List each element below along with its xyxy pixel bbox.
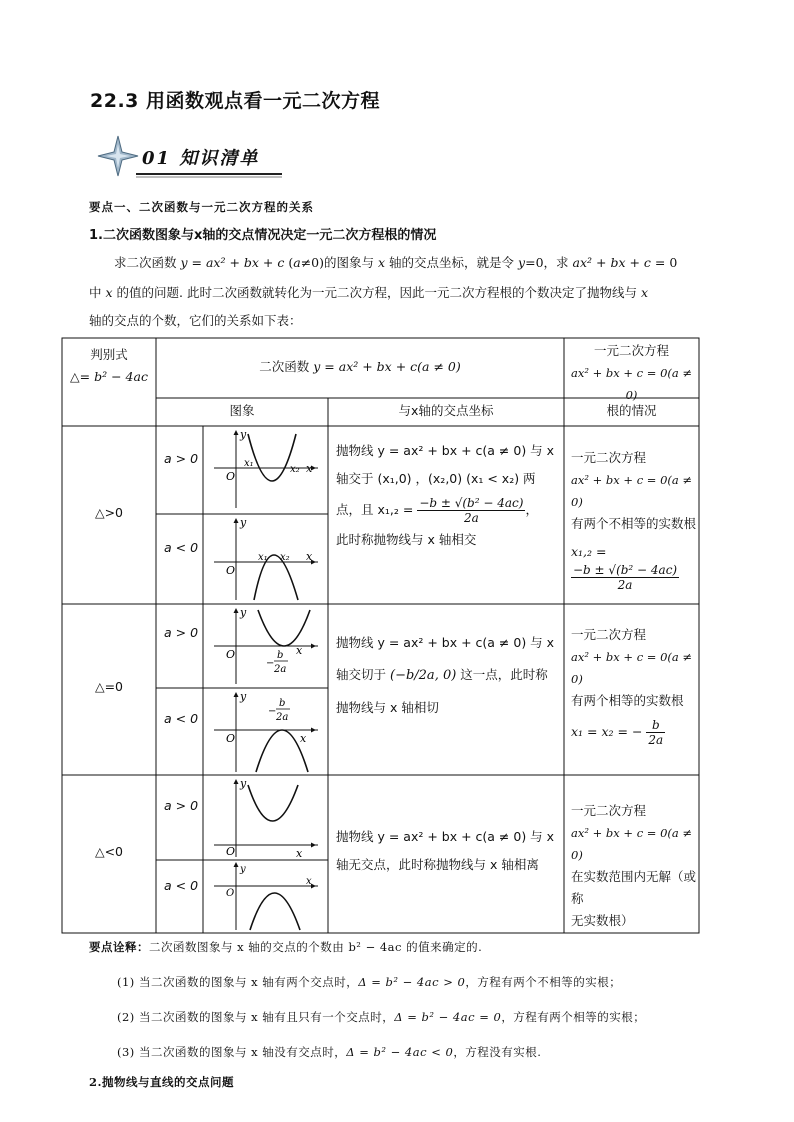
case-a-positive: a > 0 xyxy=(164,625,199,640)
svg-text:O: O xyxy=(226,888,235,899)
svg-text:x₁: x₁ xyxy=(244,458,254,469)
row2-roots-text: 一元二次方程 ax² + bx + c = 0(a ≠ 0) 有两个相等的实数根 x₁ = x₂ = − $\frac{b}{2a}$ xyxy=(571,627,693,747)
graph-no-root-down xyxy=(210,862,324,932)
row1-roots-text: 一元二次方程 ax² + bx + c = 0(a ≠ 0) 有两个不相等的实数根 x₁,₂ = $\frac{\text{−b ± √(b² − 4ac)}}{2a}$ xyxy=(571,450,697,592)
svg-text:y: y xyxy=(240,777,247,790)
svg-text:O: O xyxy=(226,845,236,858)
row-disc-positive: △>0 xyxy=(94,505,124,520)
intro-line-3: 轴的交点的个数，它们的关系如下表： xyxy=(89,313,302,328)
svg-text:2a: 2a xyxy=(276,712,289,723)
row1-intersection-text: 抛物线 y = ax² + bx + c(a ≠ 0) 与 x 轴交于 (x₁,0) ，(x₂,0) (x₁ < x₂) 两 点，且 x₁,₂ = $\frac{\text{−b ± √(b² − 4ac)}}{2a}$ ， 此时称抛物线与 x 轴相交 xyxy=(336,443,555,547)
svg-text:y: y xyxy=(240,864,246,875)
graph-two-roots-down xyxy=(210,516,324,602)
svg-text:y: y xyxy=(240,428,247,441)
svg-text:O: O xyxy=(226,648,236,661)
svg-text:x: x xyxy=(306,462,313,475)
svg-text:y: y xyxy=(240,516,247,529)
intro-line-1: 求二次函数 y = ax² + bx + c (a≠0)的图象与 x 轴的交点坐标，就是令 y=0，求 ax² + bx + c = 0 xyxy=(114,255,678,270)
svg-text:x: x xyxy=(296,644,303,657)
header-discriminant: 判别式 △= b² − 4ac xyxy=(70,347,148,384)
svg-text:O: O xyxy=(226,470,236,483)
svg-text:x: x xyxy=(296,847,303,859)
case-a-negative: a < 0 xyxy=(164,711,199,726)
svg-text:O: O xyxy=(226,732,236,745)
row2-intersection-text: 抛物线 y = ax² + bx + c(a ≠ 0) 与 x 轴交切于 (−b/2a, 0) 这一点，此时称 抛物线与 x 轴相切 xyxy=(336,635,555,715)
case-a-negative: a < 0 xyxy=(164,878,199,893)
header-equation: 一元二次方程 ax² + bx + c = 0(a ≠ 0) xyxy=(570,343,693,402)
notes-lead: 要点诠释：二次函数图象与 x 轴的交点的个数由 b² − 4ac 的值来确定的. xyxy=(89,940,483,954)
note-3: (3) 当二次函数的图象与 x 轴没有交点时，Δ = b² − 4ac < 0，方程没有实根. xyxy=(117,1045,542,1059)
svg-text:y: y xyxy=(240,690,247,703)
header-roots: 根的情况 xyxy=(606,403,657,418)
subsection-heading: 1.二次函数图象与x轴的交点情况决定一元二次方程根的情况 xyxy=(89,228,437,243)
case-a-positive: a > 0 xyxy=(164,451,199,466)
header-function: 二次函数 y = ax² + bx + c(a ≠ 0) xyxy=(259,359,461,374)
svg-text:x: x xyxy=(306,876,312,887)
subsection-heading-2: 2.抛物线与直线的交点问题 xyxy=(89,1075,235,1089)
graph-no-root-up xyxy=(210,777,324,859)
svg-text:2a: 2a xyxy=(274,664,287,675)
svg-text:O: O xyxy=(226,564,236,577)
svg-text:x₁: x₁ xyxy=(258,552,268,563)
header-intersection: 与x轴的交点坐标 xyxy=(398,403,494,418)
page-title: 22.3 用函数观点看一元二次方程 xyxy=(90,90,380,112)
row3-roots-text: 一元二次方程 ax² + bx + c = 0(a ≠ 0) 在实数范围内无解（或称 无实数根） xyxy=(571,803,697,928)
row-disc-zero: △=0 xyxy=(94,679,124,694)
svg-text:−: − xyxy=(268,706,277,717)
graph-one-root-down xyxy=(210,690,324,774)
graph-one-root-up xyxy=(210,606,324,686)
case-a-positive: a > 0 xyxy=(164,798,199,813)
svg-text:x₂: x₂ xyxy=(280,552,290,563)
svg-text:x: x xyxy=(306,550,313,563)
note-1: (1) 当二次函数的图象与 x 轴有两个交点时，Δ = b² − 4ac > 0，方程有两个不相等的实根； xyxy=(117,975,622,989)
svg-text:x₂: x₂ xyxy=(290,464,300,475)
intro-line-2: 中 x 的值的问题. 此时二次函数就转化为一元二次方程，因此一元二次方程根的个数决定了抛物线与 x xyxy=(89,285,648,300)
header-graph: 图象 xyxy=(229,403,255,418)
banner-label: 01 知识清单 xyxy=(142,148,260,169)
case-a-negative: a < 0 xyxy=(164,540,199,555)
row-disc-negative: △<0 xyxy=(94,844,124,859)
graph-two-roots-up xyxy=(210,428,324,512)
svg-text:x: x xyxy=(300,732,307,745)
svg-text:b: b xyxy=(277,650,284,661)
section-heading: 要点一、二次函数与一元二次方程的关系 xyxy=(89,200,314,214)
note-2: (2) 当二次函数的图象与 x 轴有且只有一个交点时，Δ = b² − 4ac = 0，方程有两个相等的实根； xyxy=(117,1010,646,1024)
svg-text:y: y xyxy=(240,606,247,619)
sparkle-icon xyxy=(98,136,138,176)
row3-intersection-text: 抛物线 y = ax² + bx + c(a ≠ 0) 与 x 轴无交点，此时称抛物线与 x 轴相离 xyxy=(336,829,555,872)
svg-text:−: − xyxy=(266,658,275,669)
svg-text:b: b xyxy=(279,698,286,709)
